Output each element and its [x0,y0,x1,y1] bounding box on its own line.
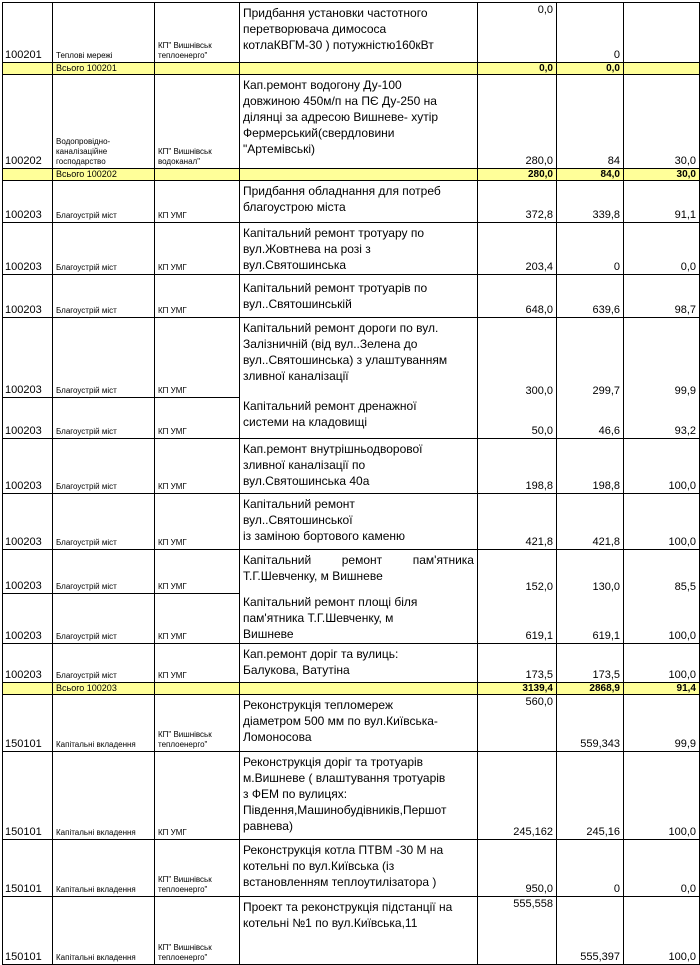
description-line: Кап.ремонт доріг та вулиць: [243,646,399,661]
org-cell: КП УМГ [155,439,240,494]
percent-cell: 98,7 [624,275,700,318]
name-cell: Благоустрій міст [53,318,155,398]
org-cell: КП УМГ [155,643,240,682]
percent-cell: 100,0 [624,594,700,644]
description-line: з ФЕМ по вулицях: [243,786,348,801]
description-line: котельні по вул.Київська (із [243,858,395,873]
percent-cell: 100,0 [624,643,700,682]
fact-cell: 0 [557,223,624,275]
description-line: Придбання обладнання для потреб [243,184,441,198]
description-line: Капітальний ремонт [243,497,355,511]
description-line: вул.Святошинська [243,258,347,272]
table-row [3,181,700,223]
total-label: Всього 100203 [53,682,155,694]
description-cell [240,839,478,896]
fact-cell: 555,397 [557,896,624,964]
org-cell: КП" Вишнівськ теплоенерго" [155,839,240,896]
percent-cell: 91,1 [624,181,700,223]
name-cell: Водопровідно-каналізаційне господарство [53,75,155,169]
description-line: ділянці за адресою Вишневе- хутір [243,110,439,124]
description-word: Капітальний [243,553,312,567]
table-row [3,439,700,494]
plan-cell: 173,5 [478,643,557,682]
code-cell: 100203 [3,223,53,275]
org-cell: КП УМГ [155,181,240,223]
description-line [243,552,474,568]
plan-cell: 648,0 [478,275,557,318]
fact-cell: 198,8 [557,439,624,494]
description-line: Вишневе [243,626,294,641]
percent-cell: 0,0 [624,839,700,896]
table-row [3,75,700,169]
fact-cell: 130,0 [557,550,624,594]
percent-cell: 99,9 [624,318,700,398]
name-cell: Благоустрій міст [53,275,155,318]
percent-cell: 30,0 [624,75,700,169]
code-cell: 100203 [3,318,53,398]
fact-cell: 0 [557,3,624,63]
table-row [3,398,700,439]
code-cell: 100203 [3,181,53,223]
code-cell: 150101 [3,839,53,896]
total-plan: 280,0 [478,169,557,181]
name-cell: Теплові мережі [53,3,155,63]
org-cell: КП УМГ [155,318,240,398]
percent-cell: 100,0 [624,494,700,550]
description-cell [240,181,478,223]
table-row [3,751,700,839]
fact-cell: 173,5 [557,643,624,682]
total-percent [624,63,700,75]
description-line: із заміною бортового каменю [243,529,405,543]
description-line: Капітальний ремонт площі біля [243,594,418,609]
description-line: благоустрою міста [243,200,346,214]
description-line: котельні №1 по вул.Київська,11 [243,915,418,930]
plan-cell: 421,8 [478,494,557,550]
table-row [3,643,700,682]
total-label: Всього 100202 [53,169,155,181]
fact-cell: 299,7 [557,318,624,398]
fact-cell: 639,6 [557,275,624,318]
table-row [3,223,700,275]
description-cell [240,318,478,398]
description-cell [240,751,478,839]
fact-cell: 421,8 [557,494,624,550]
description-word: ремонт [341,553,383,567]
description-line: Реконструкція тепломереж [243,697,393,712]
description-line: довжиною 450м/п на ПЄ Ду-250 на [243,94,437,108]
code-cell: 150101 [3,694,53,751]
plan-value-top: 560,0 [525,695,553,708]
name-cell: Благоустрій міст [53,181,155,223]
description-line: Ломоносова [243,729,312,744]
org-cell: КП" Вишнівськ теплоенерго" [155,896,240,964]
code-cell: 100203 [3,398,53,439]
fact-cell: 559,343 [557,694,624,751]
description-line: вул.Жовтнева на розі з [243,242,371,256]
plan-cell: 245,162 [478,751,557,839]
description-line: Південня,Машинобудівників,Першот [243,802,447,817]
description-cell [240,643,478,682]
plan-cell: 280,0 [478,75,557,169]
org-cell: КП" Вишнівськ теплоенерго" [155,3,240,63]
description-cell [240,594,478,644]
description-cell [240,398,478,439]
description-line: Капітальний ремонт дороги по вул. [243,321,439,335]
org-cell: КП" Вишнівськ теплоенерго" [155,694,240,751]
name-cell: Благоустрій міст [53,643,155,682]
description-line: системи на кладовищі [243,414,368,429]
code-cell: 100203 [3,594,53,644]
name-cell: Капітальні вкладення [53,694,155,751]
description-line: равнева) [243,818,293,833]
fact-cell: 245,16 [557,751,624,839]
total-label: Всього 100201 [53,63,155,75]
description-line: зливної каналізації [243,369,349,383]
percent-cell [624,3,700,63]
description-line: Реконструкція котла ПТВМ -30 М на [243,842,444,857]
code-cell: 100203 [3,643,53,682]
total-percent: 30,0 [624,169,700,181]
total-fact: 0,0 [557,63,624,75]
percent-cell: 99,9 [624,694,700,751]
plan-cell: 619,1 [478,594,557,644]
description-line: котлаКВГМ-30 ) потужністю160кВт [243,38,434,52]
total-row [3,682,700,694]
plan-cell: 203,4 [478,223,557,275]
fact-cell: 46,6 [557,398,624,439]
table-row [3,839,700,896]
description-line: вул..Святошинській [243,297,352,311]
description-line: "Артемівські) [243,142,316,156]
table-row [3,594,700,644]
description-cell [240,75,478,169]
name-cell: Капітальні вкладення [53,896,155,964]
description-line: Фермерський(свердловини [243,126,395,140]
description-line: встановленням теплоутилізатора ) [243,874,437,889]
org-cell: КП УМГ [155,398,240,439]
description-line: діаметром 500 мм по вул.Київська- [243,713,438,728]
description-line: Капітальний ремонт тротуарів по [243,281,428,295]
plan-cell: 198,8 [478,439,557,494]
plan-cell: 50,0 [478,398,557,439]
name-cell: Благоустрій міст [53,594,155,644]
table-row [3,550,700,594]
name-cell: Капітальні вкладення [53,839,155,896]
name-cell: Благоустрій міст [53,494,155,550]
percent-cell: 100,0 [624,751,700,839]
org-cell: КП УМГ [155,494,240,550]
description-line: Реконструкція доріг та тротуарів [243,754,424,769]
plan-cell [478,694,557,751]
description-line: Капітальний ремонт дренажної [243,398,417,413]
percent-cell: 93,2 [624,398,700,439]
description-cell [240,550,478,594]
description-cell [240,896,478,964]
description-line: Балукова, Ватутіна [243,662,350,677]
total-percent: 91,4 [624,682,700,694]
description-line: Кап.ремонт водогону Ду-100 [243,78,402,92]
plan-cell: 152,0 [478,550,557,594]
table-row [3,896,700,964]
description-line: Залізничній (від вул..Зелена до [243,337,418,351]
table-row [3,494,700,550]
name-cell: Благоустрій міст [53,550,155,594]
org-cell: КП УМГ [155,594,240,644]
description-line: Придбання установки частотного [243,6,428,20]
name-cell: Благоустрій міст [53,439,155,494]
description-cell [240,3,478,63]
code-cell: 100203 [3,494,53,550]
description-line: перетворювача димососа [243,22,387,36]
description-line: Кап.ремонт внутрішньодворової [243,442,423,456]
code-cell: 100202 [3,75,53,169]
org-cell: КП УМГ [155,550,240,594]
org-cell: КП УМГ [155,751,240,839]
code-cell: 100203 [3,439,53,494]
total-plan: 3139,4 [478,682,557,694]
description-cell [240,694,478,751]
org-cell: КП УМГ [155,223,240,275]
code-cell: 100201 [3,3,53,63]
description-line: м.Вишневе ( влаштування тротуарів [243,770,446,785]
code-cell: 150101 [3,896,53,964]
table-row [3,694,700,751]
fact-cell: 0 [557,839,624,896]
description-line: Капітальний ремонт тротуару по [243,226,425,240]
name-cell: Капітальні вкладення [53,751,155,839]
percent-cell: 100,0 [624,439,700,494]
description-line: вул.Святошинська 40а [243,474,370,488]
plan-cell: 950,0 [478,839,557,896]
plan-cell [478,896,557,964]
plan-value-top: 555,558 [513,897,553,910]
description-cell [240,494,478,550]
code-cell: 100203 [3,275,53,318]
table-row [3,3,700,63]
plan-value-top: 0,0 [537,4,553,16]
total-fact: 2868,9 [557,682,624,694]
table-row [3,275,700,318]
total-row [3,63,700,75]
description-line: Проект та реконструкція підстанції на [243,899,453,914]
description-line: зливної каналізації по [243,458,366,472]
description-cell [240,439,478,494]
fact-cell: 339,8 [557,181,624,223]
name-cell: Благоустрій міст [53,398,155,439]
name-cell: Благоустрій міст [53,223,155,275]
org-cell: КП" Вишнівськ водоканал" [155,75,240,169]
plan-cell: 300,0 [478,318,557,398]
code-cell: 150101 [3,751,53,839]
total-plan: 0,0 [478,63,557,75]
description-cell [240,275,478,318]
total-fact: 84,0 [557,169,624,181]
plan-cell [478,3,557,63]
description-line: Т.Г.Шевченку, м Вишневе [243,569,383,583]
code-cell: 100203 [3,550,53,594]
description-line: пам'ятника Т.Г.Шевченку, м [243,610,394,625]
table-row [3,318,700,398]
percent-cell: 0,0 [624,223,700,275]
description-line: вул..Святошинська) з улаштуванням [243,353,448,367]
percent-cell: 100,0 [624,896,700,964]
description-word: пам'ятника [412,553,474,567]
plan-cell: 372,8 [478,181,557,223]
description-line: вул..Святошинської [243,513,353,527]
total-row [3,169,700,181]
fact-cell: 619,1 [557,594,624,644]
percent-cell: 85,5 [624,550,700,594]
fact-cell: 84 [557,75,624,169]
org-cell: КП УМГ [155,275,240,318]
budget-table [2,2,700,965]
description-cell [240,223,478,275]
